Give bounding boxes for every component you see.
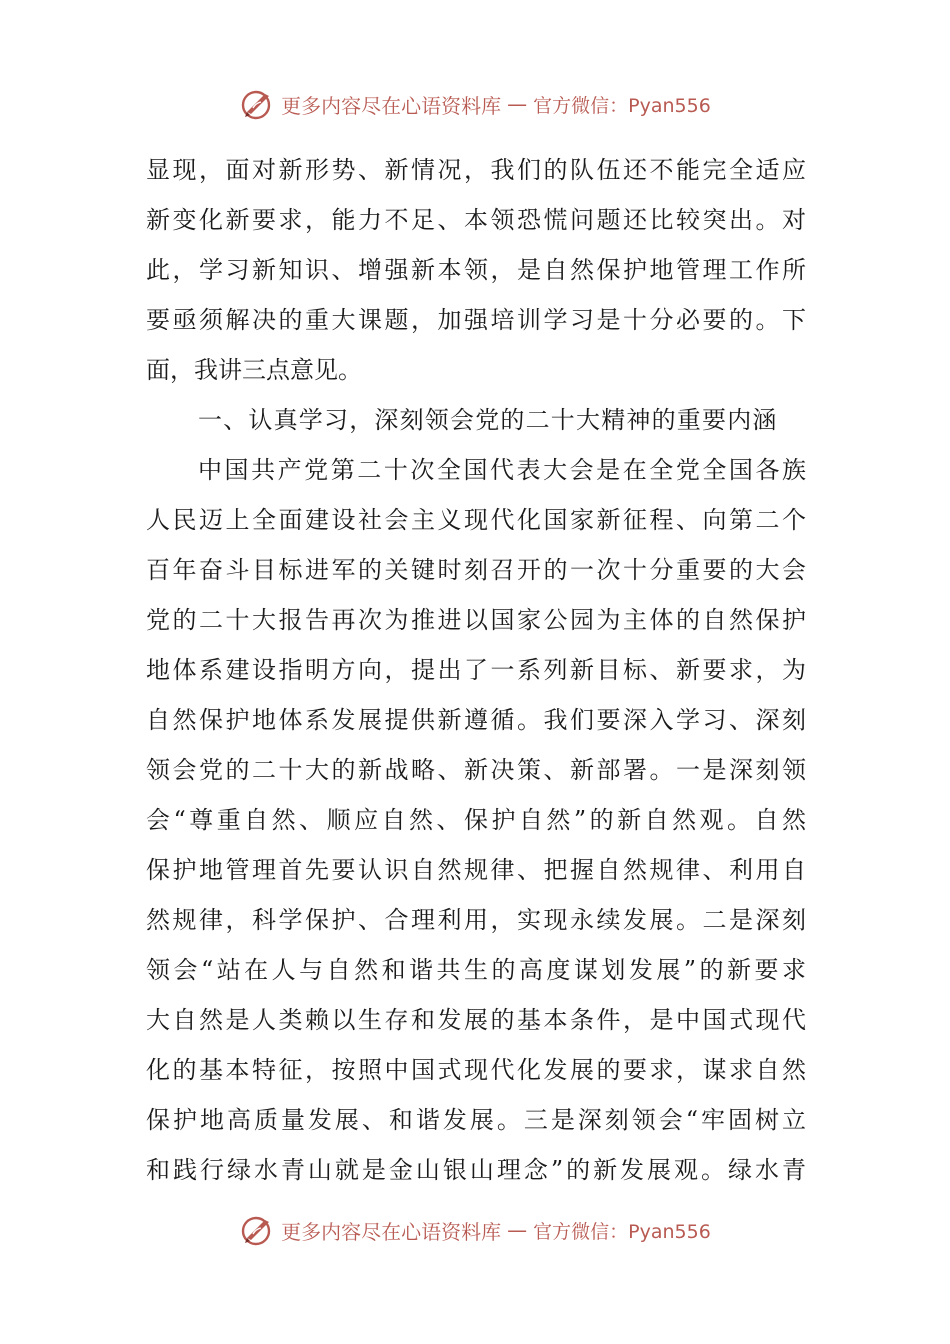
contact-text: 官方微信：Pyan556: [533, 94, 711, 117]
document-body: [146, 145, 806, 1195]
text-line: 地体系建设指明方向，提出了一系列新目标、新要求，为: [146, 656, 806, 684]
text-line: 党的二十大报告再次为推进以国家公园为主体的自然保护: [146, 606, 806, 634]
text-line: 面，我讲三点意见。: [146, 356, 362, 384]
banner-separator: —: [507, 92, 528, 116]
text-line: 自然保护地体系发展提供新遵循。我们要深入学习、深刻: [146, 706, 806, 734]
text-line: 此，学习新知识、增强新本领，是自然保护地管理工作所: [146, 256, 806, 284]
text-line: 中国共产党第二十次全国代表大会是在全党全国各族: [198, 456, 806, 484]
text-line: 大自然是人类赖以生存和发展的基本条件，是中国式现代: [146, 1006, 806, 1034]
pen-logo-icon: [239, 86, 275, 122]
text-line: 然规律，科学保护、合理利用，实现永续发展。二是深刻: [146, 906, 806, 934]
text-line: 新变化新要求，能力不足、本领恐慌问题还比较突出。对: [146, 206, 806, 234]
footer-banner: [0, 1208, 950, 1252]
text-line: 显现，面对新形势、新情况，我们的队伍还不能完全适应: [146, 156, 806, 184]
text-line: 化的基本特征，按照中国式现代化发展的要求，谋求自然: [146, 1056, 806, 1084]
text-line: 会“尊重自然、顺应自然、保护自然”的新自然观。自然: [146, 806, 806, 834]
text-line: 要亟须解决的重大课题，加强培训学习是十分必要的。下: [146, 306, 806, 334]
text-line: 保护地高质量发展、和谐发展。三是深刻领会“牢固树立: [146, 1106, 806, 1134]
text-line: 领会“站在人与自然和谐共生的高度谋划发展”的新要求: [146, 956, 806, 984]
promo-text: 更多内容尽在心语资料库: [281, 93, 502, 118]
text-line: 人民迈上全面建设社会主义现代化国家新征程、向第二个: [146, 506, 806, 534]
pen-logo-icon: [239, 1212, 275, 1248]
header-banner: [0, 82, 950, 126]
text-line: 和践行绿水青山就是金山银山理念”的新发展观。绿水青: [146, 1156, 806, 1184]
section-heading: 一、认真学习，深刻领会党的二十大精神的重要内涵: [198, 406, 778, 434]
promo-text: 更多内容尽在心语资料库: [281, 1219, 502, 1244]
text-line: 百年奋斗目标进军的关键时刻召开的一次十分重要的大会: [146, 556, 806, 584]
banner-separator: —: [507, 1218, 528, 1242]
text-line: 保护地管理首先要认识自然规律、把握自然规律、利用自: [146, 856, 806, 884]
contact-text: 官方微信：Pyan556: [533, 1220, 711, 1243]
text-line: 领会党的二十大的新战略、新决策、新部署。一是深刻领: [146, 756, 806, 784]
